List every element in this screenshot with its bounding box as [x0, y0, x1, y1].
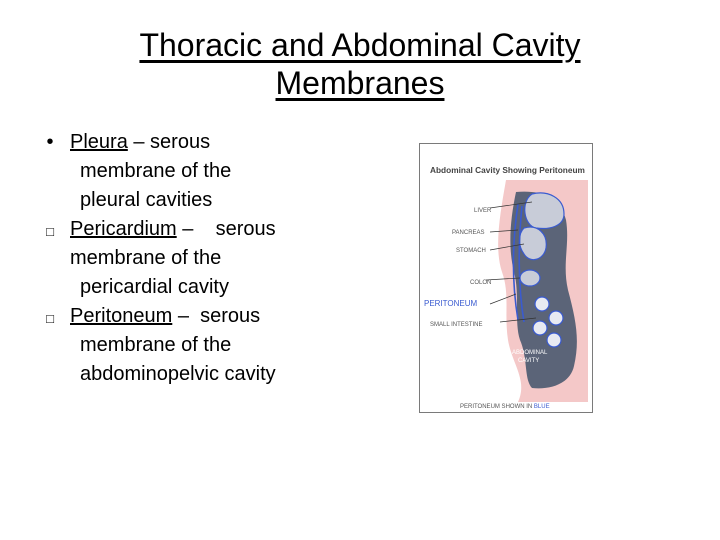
label-peritoneum: PERITONEUM	[424, 299, 478, 308]
term-pleura: Pleura	[70, 131, 128, 153]
title-line-1: Thoracic and Abdominal Cavity	[139, 27, 581, 63]
figure-caption	[460, 404, 550, 410]
term-peritoneum: Peritoneum	[70, 305, 173, 327]
bullet-line: pericardial cavity	[80, 276, 229, 298]
label-cavity: CAVITY	[518, 358, 540, 364]
colon-organ	[520, 270, 540, 286]
slide-title	[0, 26, 720, 102]
bullet-pericardium	[40, 215, 370, 302]
peritoneum-diagram	[420, 144, 592, 412]
bullet-square-icon: □	[46, 224, 54, 239]
term-separator: – serous	[172, 305, 261, 327]
label-pancreas: PANCREAS	[452, 230, 485, 236]
intestine-loop	[535, 297, 549, 311]
label-small-intestine: SMALL INTESTINE	[430, 322, 483, 328]
label-liver: LIVER	[474, 208, 492, 214]
bullet-line: membrane of the	[70, 247, 222, 269]
label-abdominal: ABDOMINAL	[512, 350, 548, 356]
intestine-loop	[533, 321, 547, 335]
bullet-dot-icon: •	[46, 131, 54, 153]
caption-highlight: BLUE	[533, 404, 550, 410]
label-colon: COLON	[470, 280, 492, 286]
term-separator: – serous	[176, 218, 276, 240]
bullet-square-icon: □	[46, 311, 54, 326]
bullet-list	[40, 128, 370, 389]
peritoneum-figure	[419, 143, 593, 413]
caption-prefix: PERITONEUM SHOWN IN	[460, 404, 534, 410]
title-line-2: Membranes	[275, 65, 445, 101]
bullet-peritoneum	[40, 302, 370, 389]
bullet-line: pleural cavities	[80, 189, 213, 211]
bullet-pleura	[40, 128, 370, 215]
bullet-line: membrane of the	[80, 334, 232, 356]
bullet-line: abdominopelvic cavity	[80, 363, 276, 385]
intestine-loop	[549, 311, 563, 325]
figure-heading: Abdominal Cavity Showing Peritoneum	[430, 165, 585, 175]
term-pericardium: Pericardium	[70, 218, 177, 240]
label-stomach: STOMACH	[456, 248, 486, 254]
term-separator: – serous	[127, 131, 211, 153]
intestine-loop	[547, 333, 561, 347]
bullet-line: membrane of the	[80, 160, 232, 182]
